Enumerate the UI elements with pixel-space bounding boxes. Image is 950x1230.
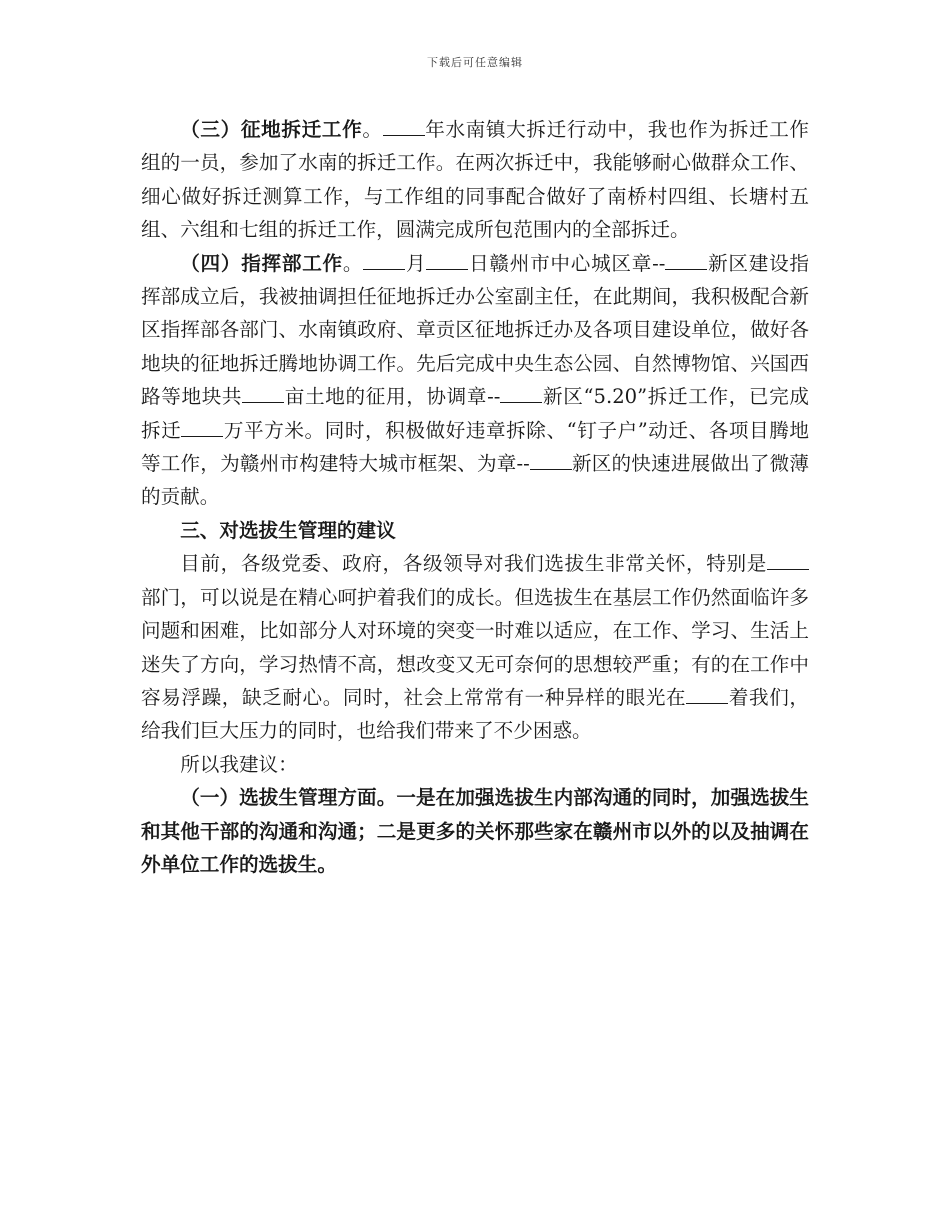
fill-blank [767, 550, 809, 570]
fill-blank [500, 383, 542, 403]
section-heading: 三、对选拔生管理的建议 [180, 518, 396, 542]
fill-blank [363, 250, 405, 270]
paragraph-current-situation: 目前，各级党委、政府，各级领导对我们选拔生非常关怀，特别是部门，可以说是在精心呵护着我们的成长。但选拔生在基层工作仍然面临许多问题和困难，比如部分人对环境的突变一时难以适应，在工作、学习、生活上迷失了方向，学习热情不高，想改变又无可奈何的思想较严重；有的在工作中容易浮躁，缺乏耐心。同时，社会上常常有一种异样的眼光在 着我们，给我们巨大压力的同时，也给我们带来了不少困惑。 [141, 552, 810, 743]
fill-blank [665, 250, 707, 270]
document-body [141, 113, 809, 881]
fill-blank [242, 383, 284, 403]
fill-blank [181, 417, 223, 437]
paragraph-demolition: （三）征地拆迁工作。 年水南镇大拆迁行动中，我也作为拆迁工作组的一员，参加了水南的拆迁工作。在两次拆迁中，我能够耐心做群众工作、细心做好拆迁测算工作，与工作组的同事配合做好了南桥村四组、长塘村五组、六组和七组的拆迁工作，圆满完成所包范围内的全部拆迁。 [141, 118, 810, 242]
fill-blank [530, 450, 572, 470]
fill-blank [686, 684, 728, 704]
paragraph-headquarters: （四）指挥部工作。 月 日赣州市中心城区章-- 新区建设指挥部成立后，我被抽调担任征地拆迁办公室副主任，在此期间，我积极配合新区指挥部各部门、水南镇政府、章贡区征地拆迁办及各项目建设单位，做好各地块的征地拆迁腾地协调工作。先后完成中央生态公园、自然博物馆、兴国西路等地块共 亩土地的征用，协调章-- 新区“5.20”拆迁工作，已完成拆迁 万平方米。同时，积极做好违章拆除、“钉子户”动迁、各项目腾地等工作，为赣州市构建特大城市框架、为章-- 新区的快速进展做出了微薄的贡献。 [141, 251, 810, 509]
paragraph-heading: （三）征地拆迁工作 [180, 118, 363, 141]
fill-blank [383, 116, 425, 136]
paragraph-suggestion-intro: 所以我建议： [180, 752, 298, 776]
paragraph-heading: （四）指挥部工作 [180, 251, 343, 275]
paragraph-suggestion-one: （一）选拔生管理方面。一是在加强选拔生内部沟通的同时，加强选拔生和其他干部的沟通和沟通；二是更多的关怀那些家在赣州市以外的以及抽调在外单位工作的选拔生。 [141, 786, 809, 876]
page-header: 下载后可任意编辑 [427, 56, 523, 69]
fill-blank [426, 250, 468, 270]
